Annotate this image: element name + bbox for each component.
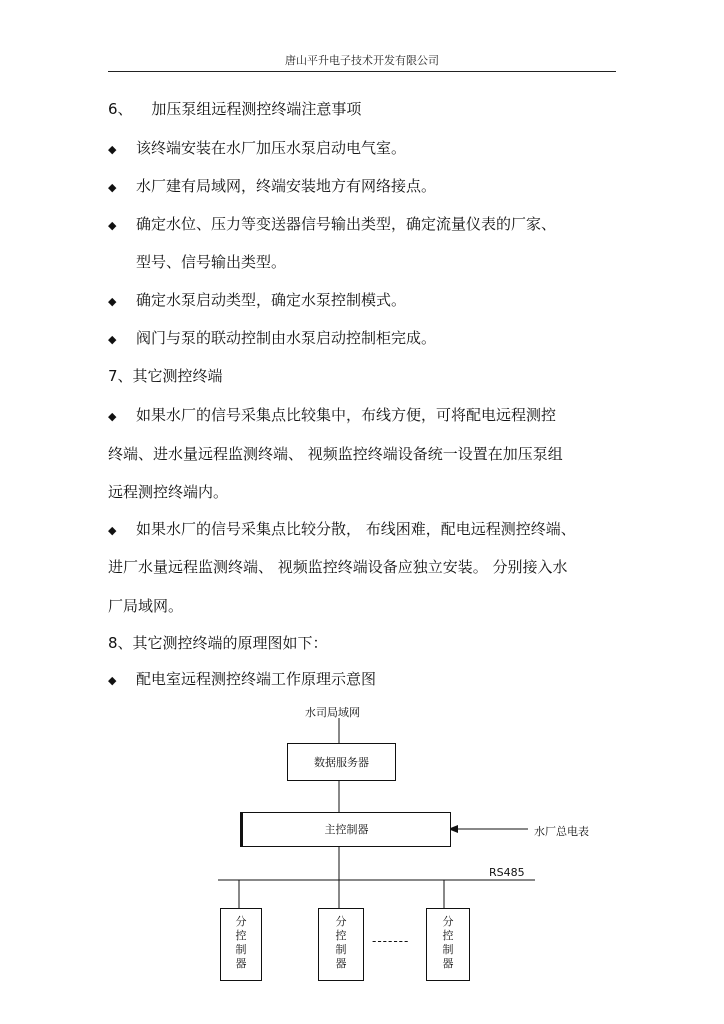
list-item-text: 配电室远程测控终端工作原理示意图 bbox=[136, 670, 377, 688]
label-char: 制 bbox=[335, 943, 347, 956]
main-controller-box bbox=[240, 812, 451, 847]
diamond-bullet-icon: ◆ bbox=[108, 333, 117, 346]
diamond-bullet-icon: ◆ bbox=[108, 219, 117, 232]
sub-controller-label bbox=[335, 915, 347, 971]
label-char: 控 bbox=[335, 929, 347, 942]
section-8-heading: 8、其它测控终端的原理图如下： bbox=[108, 634, 328, 652]
rs485-label: RS485 bbox=[489, 866, 525, 879]
diamond-bullet-icon: ◆ bbox=[108, 181, 117, 194]
list-item-text: 阀门与泵的联动控制由水泵启动控制柜完成。 bbox=[136, 329, 437, 347]
list-item-text: 水厂建有局域网，终端安装地方有网络接点。 bbox=[136, 177, 437, 195]
label-char: 控 bbox=[442, 929, 454, 942]
section-6-number: 6、 bbox=[108, 100, 133, 118]
sub-controller-label bbox=[442, 915, 454, 971]
label-char: 器 bbox=[335, 957, 347, 970]
sub-controller-box-3 bbox=[426, 908, 470, 981]
label-char: 分 bbox=[335, 915, 347, 928]
paragraph-text: 如果水厂的信号采集点比较集中，布线方便，可将配电远程测控 bbox=[136, 406, 557, 424]
label-char: 分 bbox=[442, 915, 454, 928]
label-char: 制 bbox=[442, 943, 454, 956]
paragraph-1-line-2: 终端、进水量远程监测终端、 视频监控终端设备统一设置在加压泵组 bbox=[108, 445, 563, 463]
list-item-continuation: 型号、信号输出类型。 bbox=[136, 253, 287, 271]
diamond-bullet-icon: ◆ bbox=[108, 674, 117, 687]
diamond-bullet-icon: ◆ bbox=[108, 143, 117, 156]
data-server-box bbox=[287, 743, 396, 781]
label-char: 器 bbox=[235, 957, 247, 970]
section-7-heading: 7、其它测控终端 bbox=[108, 367, 223, 385]
ellipsis-dashes: ------- bbox=[372, 934, 410, 948]
paragraph-text: 如果水厂的信号采集点比较分散， 布线困难，配电远程测控终端、 bbox=[136, 520, 576, 538]
paragraph-1-line-3: 远程测控终端内。 bbox=[108, 483, 229, 501]
data-server-label: 数据服务器 bbox=[314, 756, 369, 769]
paragraph-2-line-3: 厂局域网。 bbox=[108, 597, 184, 615]
list-item-text: 确定水泵启动类型，确定水泵控制模式。 bbox=[136, 291, 407, 309]
paragraph-2-line-2: 进厂水量远程监测终端、 视频监控终端设备应独立安装。 分别接入水 bbox=[108, 558, 568, 576]
main-controller-label: 主控制器 bbox=[324, 823, 369, 836]
company-name: 唐山平升电子技术开发有限公司 bbox=[285, 54, 439, 67]
list-item-text: 确定水位、压力等变送器信号输出类型，确定流量仪表的厂家、 bbox=[136, 215, 557, 233]
label-char: 控 bbox=[235, 929, 247, 942]
diamond-bullet-icon: ◆ bbox=[108, 295, 117, 308]
sub-controller-box-2 bbox=[318, 908, 364, 981]
meter-label: 水厂总电表 bbox=[534, 825, 589, 838]
diamond-bullet-icon: ◆ bbox=[108, 524, 117, 537]
sub-controller-box-1 bbox=[220, 908, 262, 981]
label-char: 分 bbox=[235, 915, 247, 928]
diamond-bullet-icon: ◆ bbox=[108, 410, 117, 423]
section-6-title: 加压泵组远程测控终端注意事项 bbox=[151, 100, 362, 118]
label-char: 器 bbox=[442, 957, 454, 970]
network-label: 水司局域网 bbox=[305, 706, 360, 719]
list-item-text: 该终端安装在水厂加压水泵启动电气室。 bbox=[136, 139, 407, 157]
label-char: 制 bbox=[235, 943, 247, 956]
sub-controller-label bbox=[235, 915, 247, 971]
